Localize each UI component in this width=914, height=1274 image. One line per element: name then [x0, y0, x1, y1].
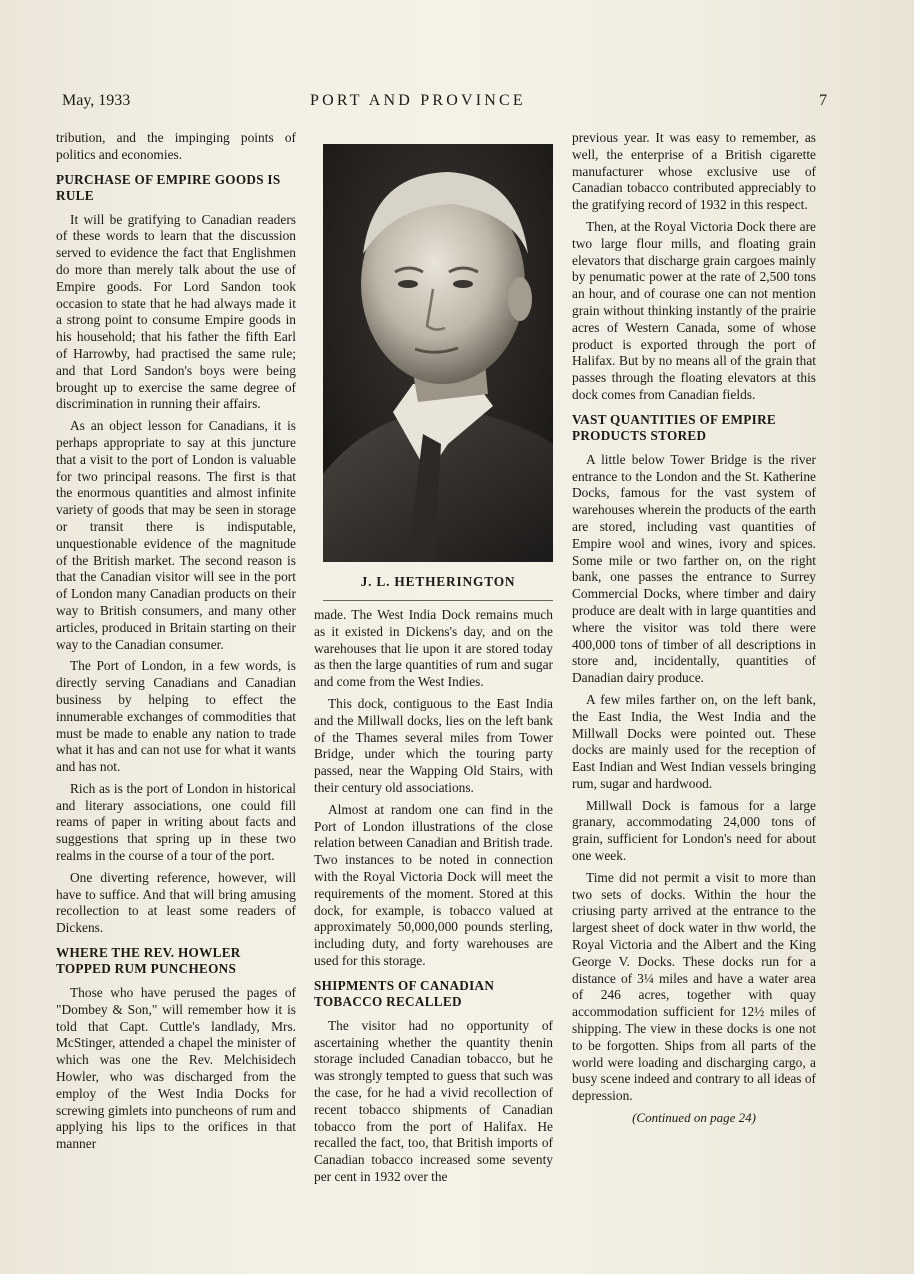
column-left	[56, 130, 296, 1158]
paragraph: Millwall Dock is famous for a large granary, accommodating 24,000 tons of grain, sufficient for London's need for about one week.	[572, 797, 816, 864]
page-number: 7	[819, 92, 827, 109]
issue-date: May, 1933	[62, 92, 131, 109]
paragraph: Time did not permit a visit to more than two sets of docks. Within the hour the criusing party arrived at the entrance to the largest sheet of dock water in thw world, the Royal Victoria and the Albert and the King George V. Docks. These docks run for a distance of 3¼ miles and have a water area of 246 acres, together with quay accommodation sufficient for 12½ miles of shipping. The view in these docks is one not to be forgotten. Ships from all parts of the world were loading and discharging cargo, a busy scene indeed and contrary to all ideas of depression.	[572, 869, 816, 1104]
section-heading: PURCHASE OF EMPIRE GOODS IS RULE	[56, 171, 281, 203]
portrait-photo	[323, 144, 553, 562]
photo-caption: J. L. HETHERINGTON	[323, 574, 553, 601]
section-heading: SHIPMENTS OF CANADIAN TOBACCO RECALLED	[314, 977, 495, 1009]
paragraph: As an object lesson for Canadians, it is perhaps appropriate to say at this juncture that a visit to the port of London is valuable for two principal reasons. The first is that the enormous quantities and almost infinite variety of goods that may be seen in storage or transit there is indisputable, unquestionable evidence of the magnitude of the British market. The second reason is that the Canadian visitor will see in the port of London many Canadian products on their way to British consumers, and many other articles, produced in Britain starting on their way to the Canadian consumer.	[56, 418, 296, 652]
paragraph: Then, at the Royal Victoria Dock there are two large flour mills, and floating grain elevators that discharge grain cargoes mainly by penumatic power at the rate of 2,500 tons an hour, and of courase one can not mention grain without thinking instantly of the prairie acres of Western Canada, some of whose product is exported through the port of Halifax. But by no means all of the grain that passes through the floating elevators at this dock comes from Canadian fields.	[572, 218, 816, 402]
paragraph: Almost at random one can find in the Port of London illustrations of the close relation between Canadian and British trade. Two instances to be noted in connection with the Royal Victoria Dock will meet the requirements of the moment. Stored at this dock, for example, is tobacco valued at approximately 50,000,000 pounds sterling, including duty, and forty warehouses are used for this storage.	[314, 801, 553, 968]
paragraph: The visitor had no opportunity of ascertaining whether the quantity thenin storage included Canadian tobacco, but he was strongly tempted to guess that such was the case, for he had a vivid recollection of recent tobacco shipments of Canadian tobacco from the port of Halifax. He recalled the fact, too, that British imports of Canadian tobacco increased some seventy per cent in 1932 over the	[314, 1017, 553, 1184]
portrait-figure	[323, 144, 553, 601]
paragraph: The Port of London, in a few words, is directly serving Canadians and Canadian business by helping to effect the innumerable exchanges of commodities that must be made to enable any nation to trade what it has and can not use for what it wants and has not.	[56, 658, 296, 775]
publication-title: PORT AND PROVINCE	[310, 92, 526, 109]
paragraph: It will be gratifying to Canadian readers of these words to learn that the discussion served to evidence the fact that Englishmen do more than merely talk about the use of Empire goods. For Lord Sandon took occasion to state that he had always made it a strong point to consume Empire goods in his household; that his father the fifth Earl of Harrowby, had practised the same rule; and that Lord Sandon's boys were being brought up to exercise the same degree of discrimination in running their affairs.	[56, 211, 296, 412]
paragraph: Rich as is the port of London in historical and literary associations, one could fill reams of paper in writing about facts and suggestions that spring up in these two realms in the course of a tour of the port.	[56, 780, 296, 864]
paragraph: A little below Tower Bridge is the river entrance to the London and the St. Katherine Docks, famous for the vast system of warehouses wherein the products of the earth are stored, including vast quantities of Empire wool and wines, ivory and spices. Some mile or two farther on, on the right bank, one passes the entrance to Surrey Commercial Docks, where timber and dairy produce are dealt with in large quantities and where the visitor was told there were 400,000 tons of timber of all descriptions in store and, incidentally, quantities of Danadian dairy produce.	[572, 451, 816, 686]
paragraph: tribution, and the impinging points of politics and economies.	[56, 130, 296, 162]
paragraph: previous year. It was easy to remember, as well, the enterprise of a British cigarette manufacturer whose exclusive use of Canadian tobacco contributed appreciably to the gratifying record of 1932 in this respect.	[572, 130, 816, 213]
paragraph: This dock, contiguous to the East India and the Millwall docks, lies on the left bank of the Thames several miles from Tower Bridge, under which the touring party passed, near the Wapping Old Stairs, with their century old associations.	[314, 695, 553, 795]
paragraph: A few miles farther on, on the left bank, the East India, the West India and the Millwall Docks were pointed out. These docks are mainly used for the reception of East Indian and West Indian vessels bringing rum, sugar and hardwood.	[572, 691, 816, 791]
section-heading: VAST QUANTITIES OF EMPIRE PRODUCTS STORED	[572, 411, 777, 443]
running-header	[62, 92, 827, 112]
column-middle	[314, 607, 553, 1191]
continued-note: (Continued on page 24)	[632, 1110, 756, 1126]
paragraph: made. The West India Dock remains much as it existed in Dickens's day, and on the warehouses that lie upon it are stored today as then the large quantities of rum and sugar and come from the West Indies.	[314, 607, 553, 690]
column-right	[572, 130, 816, 1127]
section-heading: WHERE THE REV. HOWLER TOPPED RUM PUNCHEONS	[56, 945, 241, 977]
paragraph: One diverting reference, however, will have to suffice. And that will bring amusing recollection to at least some readers of Dickens.	[56, 869, 296, 936]
paragraph: Those who have perused the pages of "Dombey & Son," will remember how it is told that Capt. Cuttle's landlady, Mrs. McStinger, attended a chapel the minister of which was one the Rev. Melchisidech Howler, who was discharged from the employ of the West India Docks for screwing gimlets into puncheons of rum and applying his lips to the orifices in that manner	[56, 985, 296, 1152]
